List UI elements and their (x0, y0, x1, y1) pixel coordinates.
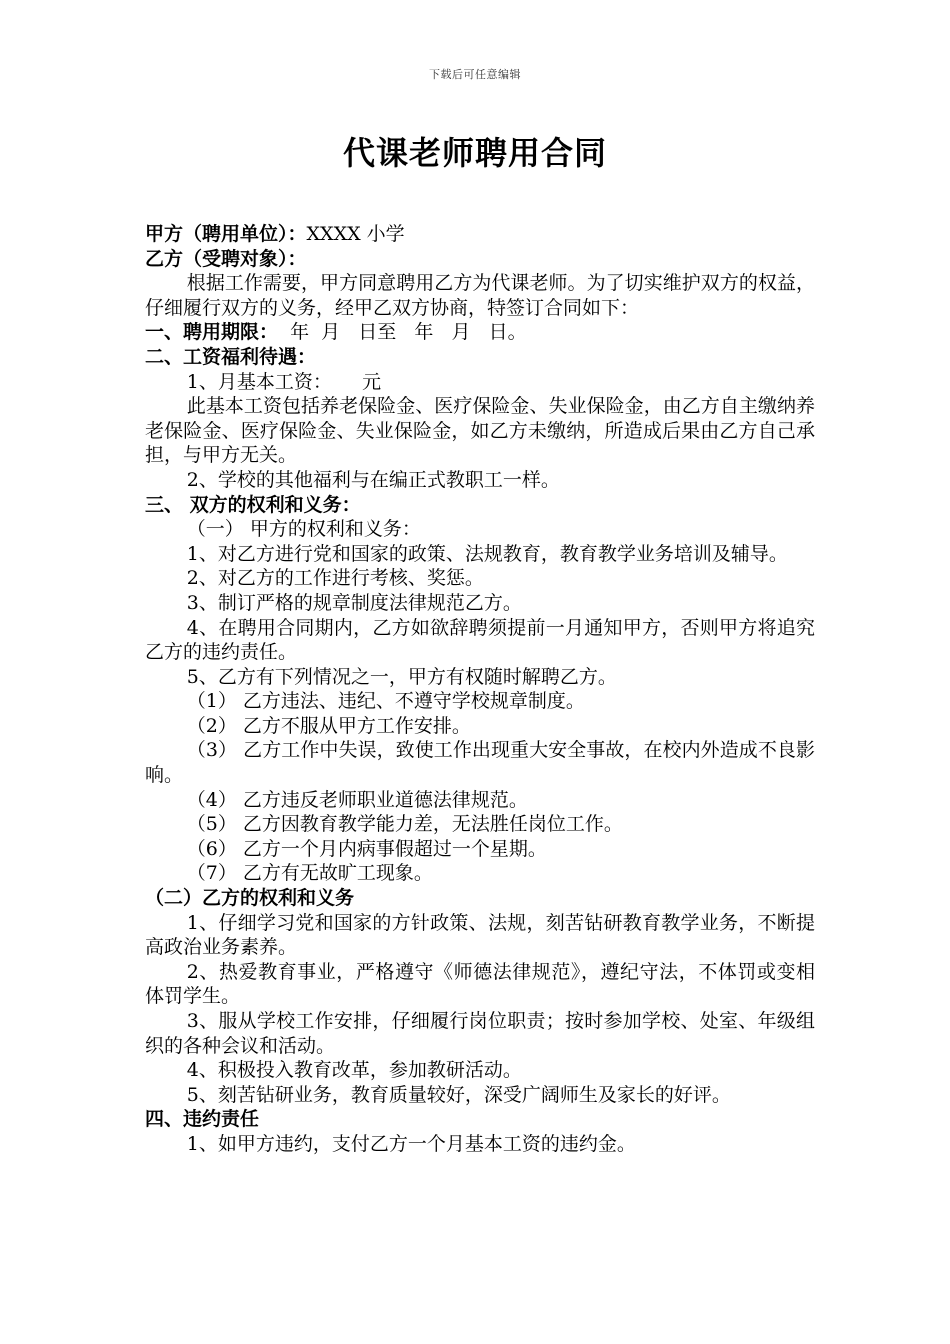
list-item: 4、积极投入教育改革，参加教研活动。 (186, 1059, 522, 1082)
dismiss-item: （4） 乙方违反老师职业道德法律规范。 (186, 788, 528, 811)
list-item: 4、在聘用合同期内，乙方如欲辞聘须提前一月通知甲方，否则甲方将追究乙方的违约责任。 (145, 616, 815, 664)
dismiss-item: （6） 乙方一个月内病事假超过一个星期。 (186, 837, 547, 860)
section1-value: 年 月 日至 年 月 日。 (278, 321, 527, 344)
section3-sub-a: （一） 甲方的权利和义务： (186, 518, 421, 541)
dismiss-item: （2） 乙方不服从甲方工作安排。 (186, 714, 471, 737)
document-title: 代课老师聘用合同 (342, 134, 607, 172)
section2-heading: 二、工资福利待遇： (145, 345, 317, 368)
dismiss-item: （3） 乙方工作中失误，致使工作出现重大安全事故，在校内外造成不良影响。 (145, 739, 815, 787)
intro-paragraph: 根据工作需要，甲方同意聘用乙方为代课老师。为了切实维护双方的权益，仔细履行双方的义务，经甲乙双方协商，特签订合同如下： (145, 272, 815, 319)
list-item: 1、如甲方违约，支付乙方一个月基本工资的违约金。 (186, 1132, 636, 1155)
section3-heading: 三、 双方的权利和义务： (145, 493, 361, 516)
section2-salary-note: 此基本工资包括养老保险金、医疗保险金、失业保险金，由乙方自主缴纳养老保险金、医疗保险金、失业保险金，如乙方未缴纳，所造成后果由乙方自己承担，与甲方无关。 (145, 395, 815, 467)
section2-salary: 1、月基本工资： 元 (186, 370, 382, 393)
section1-line (145, 320, 815, 345)
list-item: 3、制订严格的规章制度法律规范乙方。 (186, 591, 522, 614)
list-item: 3、服从学校工作安排，仔细履行岗位职责；按时参加学校、处室、年级组织的各种会议和活动。 (145, 1010, 815, 1057)
list-item: 1、对乙方进行党和国家的政策、法规教育，教育教学业务培训及辅导。 (186, 542, 788, 565)
contract-body (145, 222, 815, 1157)
party-b-label: 乙方（受聘对象）： (145, 247, 307, 270)
section4-heading: 四、违约责任 (145, 1108, 260, 1131)
dismiss-item: （7） 乙方有无故旷工现象。 (186, 862, 433, 885)
list-item: 5、乙方有下列情况之一，甲方有权随时解聘乙方。 (186, 665, 617, 688)
dismiss-item: （1） 乙方违法、违纪、不遵守学校规章制度。 (186, 690, 585, 713)
list-item: 5、刻苦钻研业务，教育质量较好，深受广阔师生及家长的好评。 (186, 1083, 731, 1106)
list-item: 2、热爱教育事业，严格遵守《师德法律规范》，遵纪守法，不体罚或变相体罚学生。 (145, 960, 815, 1008)
list-item: 1、仔细学习党和国家的方针政策、法规，刻苦钻研教育教学业务，不断提高政治业务素养。 (145, 911, 815, 959)
party-a-value: XXXX 小学 (306, 223, 405, 245)
dismiss-item: （5） 乙方因教育教学能力差，无法胜任岗位工作。 (186, 813, 623, 836)
party-a-label: 甲方（聘用单位）： (145, 223, 307, 245)
section2-other: 2、学校的其他福利与在编正式教职工一样。 (186, 468, 560, 491)
party-b-line (145, 247, 815, 272)
list-item: 2、对乙方的工作进行考核、奖惩。 (186, 567, 484, 590)
party-a-line (145, 222, 815, 247)
section3-sub-b: （二）乙方的权利和义务 (145, 887, 355, 910)
header-note: 下载后可任意编辑 (429, 68, 521, 81)
section1-heading: 一、聘用期限： (145, 321, 279, 344)
